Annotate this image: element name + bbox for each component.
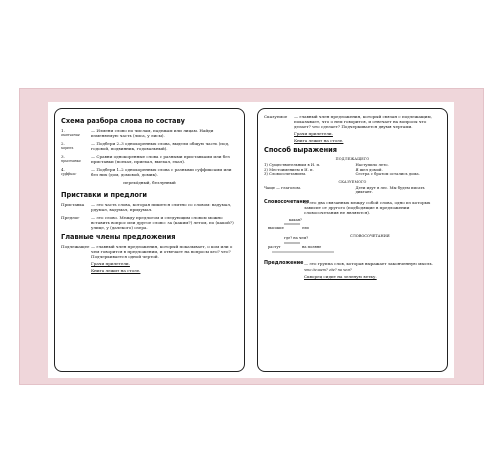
morpheme-mark: приставка xyxy=(61,159,81,163)
step-text: — Подбери 1–2 однокоренных слова с разными суффиксами или без них (дом, домовой, домик). xyxy=(91,167,232,177)
predicate-caps: СКАЗУЕМОГО xyxy=(338,179,367,184)
predicate-row xyxy=(264,114,441,143)
sentence-questions: что делает? где? на чем? xyxy=(304,267,352,272)
scheme-step-3 xyxy=(61,154,238,164)
subject-caps: ПОДЛЕЖАЩЕГО xyxy=(335,157,370,161)
step-number: 4. xyxy=(61,167,65,172)
predicate-example-2: Книга лежит на столе. xyxy=(294,138,344,143)
preposition-label: Предлог xyxy=(61,215,80,220)
collocation-diagram xyxy=(264,218,441,258)
collocation-row xyxy=(264,200,441,215)
expression-table xyxy=(264,163,441,177)
diagram-arrows xyxy=(264,218,344,258)
right-page xyxy=(251,102,454,378)
left-page-frame xyxy=(54,108,245,372)
diagram-side: СЛОВОСОЧЕТАНИЯ xyxy=(350,233,390,238)
prefix-label: Приставка xyxy=(61,202,85,207)
scheme-step-2 xyxy=(61,141,238,151)
expr-example: Я шел домой. xyxy=(355,166,383,172)
subject-row xyxy=(61,244,238,273)
subject-example-2: Книга лежит на столе. xyxy=(91,268,141,273)
diagram-q2: где? на чем? xyxy=(284,235,309,240)
predicate-label: Сказуемое xyxy=(264,114,288,119)
morpheme-mark: корень xyxy=(61,146,74,150)
expr-example: Наступило лето. xyxy=(355,162,389,167)
expression-title: Способ выражения xyxy=(264,146,338,154)
expr-item: 1) Существительным в И. п. xyxy=(264,162,321,167)
subject-label: Подлежащее xyxy=(61,244,90,249)
diagram-w1: высокие xyxy=(268,225,284,230)
scheme-title: Схема разбора слова по составу xyxy=(61,117,185,125)
diagram-w3: растут xyxy=(268,244,281,249)
scheme-example: перехóдный, безлунный xyxy=(123,180,176,185)
step-text: — Сравни однокоренные слова с разными приставками или без приставки (поехал, приехал, выехал, ехал). xyxy=(91,154,230,164)
predicate-text: — главный член предложения, который связан с подлежащим, показывает, что о нем говорится, и отвечает на вопросы что делает? что сделает? Подчеркивается двумя чертами. xyxy=(294,114,432,129)
expr-item: 3) Словосочетанием. xyxy=(264,171,307,177)
open-book xyxy=(48,102,454,378)
predicate-example-1: Грачи прилетели. xyxy=(294,131,333,136)
right-page-frame xyxy=(257,108,448,372)
main-members-title: Главные члены предложения xyxy=(61,233,176,241)
subject-text: — главный член предложения, который показывает, о ком или о чем говорится в предложении, и отвечает на вопросы кто? что? Подчеркивается одной чертой. xyxy=(91,244,233,259)
subject-example-1: Грачи прилетели. xyxy=(91,261,130,266)
sentence-label: Предложение xyxy=(264,260,304,266)
step-text: — Подбери 2–3 однокоренных слова, выдели общую часть (под, годовой, подвинник, годовальный). xyxy=(91,141,230,151)
expr-example: Сестра с братом остались дома. xyxy=(355,171,420,177)
left-page xyxy=(48,102,251,378)
collocation-text: — это два связанных между собой слова, одно из которых зависит от другого (подбодящие в предложении словосочетания не являются). xyxy=(304,199,431,215)
predicate-mode xyxy=(264,186,441,195)
predicate-mode-text: Чаще — глаголом. xyxy=(264,184,301,190)
prefixes-title: Приставки и предлоги xyxy=(61,191,148,199)
step-number: 1. xyxy=(61,128,65,133)
preposition-text: — это слово. Между предлогом и следующим словом можно вставить вопрос или другое слово: за (каким?) летом, по (какой?) улице, у (далекого) озера. xyxy=(91,215,234,230)
step-number: 2. xyxy=(61,141,65,146)
diagram-w2: ели xyxy=(302,225,309,230)
expr-item: 2) Местоимением в И. п. xyxy=(264,166,314,172)
diagram-w4: на поляне xyxy=(302,244,322,249)
scheme-step-1 xyxy=(61,128,238,138)
diagram-q1: какая? xyxy=(289,217,302,222)
prefix-text: — это часть слова, которая пишется слитно со словом: вадумал, рдумал, вадумал, придумал. xyxy=(91,202,232,212)
sentence-row xyxy=(264,261,441,279)
sentence-text: — это группа слов, которая выражает законченную мысль. xyxy=(304,260,434,266)
sentence-example: Скворец сидит на зеленую ветку. xyxy=(304,273,377,279)
prefix-row xyxy=(61,202,238,212)
collocation-label: Словосочетание xyxy=(264,199,310,205)
morpheme-mark: окончание xyxy=(61,133,80,137)
step-text: — Измени слово по числам, падежам или лицам. Найди изменяемую часть (лиса, у лисы). xyxy=(91,128,214,138)
preposition-row xyxy=(61,215,238,230)
step-number: 3. xyxy=(61,154,65,159)
predicate-mode-examples: Дети идут в лес. Мы будем писать диктант. xyxy=(355,184,425,195)
morpheme-mark: суффикс xyxy=(61,172,77,176)
scheme-step-4 xyxy=(61,167,238,177)
